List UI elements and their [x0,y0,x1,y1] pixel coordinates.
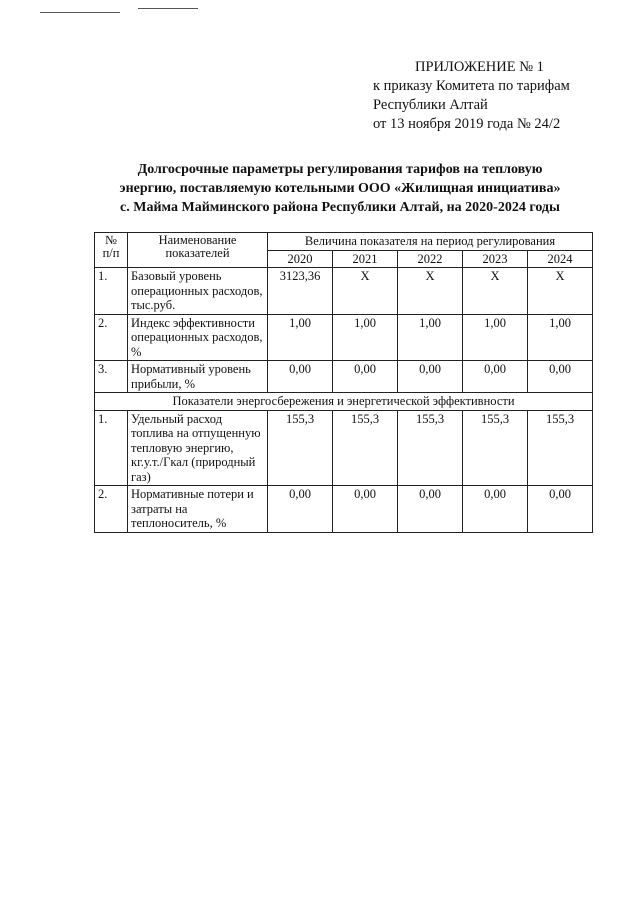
section-header-row [95,393,593,411]
row-name: Нормативные потери и затраты на теплоноситель, % [128,486,268,533]
header-number [95,233,128,268]
row-value: 155,3 [268,410,333,486]
row-value: X [333,268,398,315]
table-row [95,314,593,361]
row-value: 155,3 [463,410,528,486]
row-value: X [528,268,593,315]
row-name: Базовый уровень операционных расходов, тыс.руб. [128,268,268,315]
appendix-republic-line: Республики Алтай [373,97,488,113]
appendix-block [373,58,613,134]
row-name: Нормативный уровень прибыли, % [128,361,268,393]
table-row [95,361,593,393]
appendix-date-line: от 13 ноября 2019 года № 24/2 [373,116,561,132]
row-value: 0,00 [398,486,463,533]
header-period: Величина показателя на период регулирования [268,233,593,251]
header-year: 2021 [333,250,398,268]
header-year: 2020 [268,250,333,268]
header-year: 2023 [463,250,528,268]
row-name: Индекс эффективности операционных расходов, % [128,314,268,361]
scan-mark-left [40,12,120,13]
header-name-line-1: Наименование [158,233,237,247]
header-name [128,233,268,268]
appendix-order-line: к приказу Комитета по тарифам [373,78,570,94]
appendix-title: ПРИЛОЖЕНИЕ № 1 [415,59,544,75]
row-number: 2. [95,314,128,361]
row-value: 0,00 [333,361,398,393]
row-value: 3123,36 [268,268,333,315]
header-year: 2024 [528,250,593,268]
header-number-line-2: п/п [102,246,120,260]
row-value: 1,00 [333,314,398,361]
row-name: Удельный расход топлива на отпущенную тепловую энергию, кг.у.т./Гкал (природный газ) [128,410,268,486]
row-value: X [463,268,528,315]
document-title-line-3: с. Майма Майминского района Республики Алтай, на 2020-2024 годы [120,200,560,215]
row-number: 3. [95,361,128,393]
row-value: X [398,268,463,315]
row-value: 1,00 [398,314,463,361]
row-number: 1. [95,410,128,486]
row-value: 0,00 [268,486,333,533]
document-title-line-1: Долгосрочные параметры регулирования тарифов на тепловую [137,162,543,177]
scan-mark-right [138,8,198,9]
row-value: 0,00 [528,486,593,533]
section-title: Показатели энергосбережения и энергетической эффективности [95,393,593,411]
row-value: 0,00 [398,361,463,393]
row-value: 0,00 [463,486,528,533]
header-number-line-1: № [105,233,117,247]
row-number: 2. [95,486,128,533]
row-number: 1. [95,268,128,315]
parameters-table [94,232,593,533]
table-header-row [95,233,593,251]
table-row [95,410,593,486]
header-year: 2022 [398,250,463,268]
row-value: 155,3 [398,410,463,486]
table-row [95,268,593,315]
document-title [90,160,590,217]
row-value: 1,00 [268,314,333,361]
row-value: 1,00 [528,314,593,361]
table-row [95,486,593,533]
row-value: 155,3 [333,410,398,486]
row-value: 0,00 [463,361,528,393]
row-value: 0,00 [333,486,398,533]
document-title-line-2: энергию, поставляемую котельными ООО «Жилищная инициатива» [119,181,561,196]
row-value: 1,00 [463,314,528,361]
header-name-line-2: показателей [165,246,230,260]
row-value: 0,00 [268,361,333,393]
row-value: 0,00 [528,361,593,393]
row-value: 155,3 [528,410,593,486]
